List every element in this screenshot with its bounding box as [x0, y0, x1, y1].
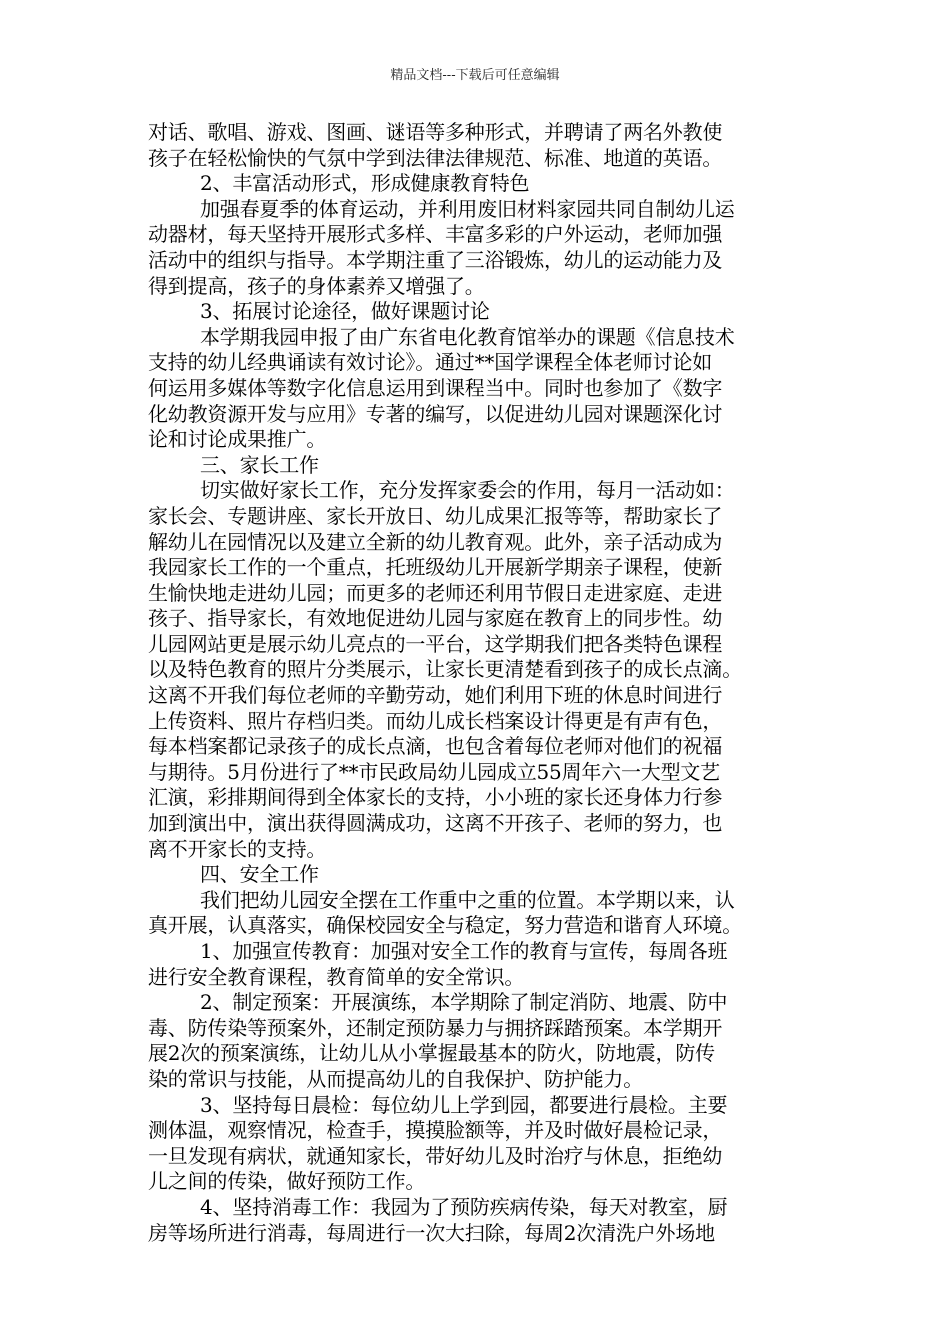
text-line: 孩子、指导家长，有效地促进幼儿园与家庭在教育上的同步性。幼	[148, 606, 723, 631]
text-line: 我们把幼儿园安全摆在工作重中之重的位置。本学期以来，认	[200, 887, 735, 912]
text-line: 论和讨论成果推广。	[148, 427, 327, 452]
text-line: 加到演出中，演出获得圆满成功，这离不开孩子、老师的努力，也	[148, 811, 723, 836]
text-line: 一旦发现有病状，就通知家长，带好幼儿及时治疗与休息，拒绝幼	[148, 1143, 723, 1168]
text-line: 2、制定预案：开展演练，本学期除了制定消防、地震、防中	[200, 990, 728, 1015]
text-line: 三、家长工作	[200, 452, 319, 477]
text-line: 加强春夏季的体育运动，并利用废旧材料家园共同自制幼儿运	[200, 196, 735, 221]
document-body	[148, 120, 804, 1246]
text-line: 儿园网站更是展示幼儿亮点的一平台，这学期我们把各类特色课程	[148, 631, 723, 656]
text-line: 每本档案都记录孩子的成长点滴，也包含着每位老师对他们的祝福	[148, 734, 723, 759]
text-line: 何运用多媒体等数字化信息运用到课程当中。同时也参加了《数字	[148, 375, 723, 400]
text-line: 得到提高，孩子的身体素养又增强了。	[148, 273, 485, 298]
text-line: 支持的幼儿经典诵读有效讨论》。通过**国学课程全体老师讨论如	[148, 350, 712, 375]
text-line: 动器材，每天坚持开展形式多样、丰富多彩的户外运动，老师加强	[148, 222, 723, 247]
text-line: 3、拓展讨论途径，做好课题讨论	[200, 299, 490, 324]
text-line: 染的常识与技能，从而提高幼儿的自我保护、防护能力。	[148, 1066, 643, 1091]
text-line: 生愉快地走进幼儿园；而更多的老师还利用节假日走进家庭、走进	[148, 580, 723, 605]
text-line: 我园家长工作的一个重点，托班级幼儿开展新学期亲子课程，使新	[148, 555, 723, 580]
text-line: 这离不开我们每位老师的辛勤劳动，她们利用下班的休息时间进行	[148, 683, 723, 708]
text-line: 以及特色教育的照片分类展示，让家长更清楚看到孩子的成长点滴。	[148, 657, 742, 682]
text-line: 2、丰富活动形式，形成健康教育特色	[200, 171, 530, 196]
page-header: 精品文档---下载后可任意编辑	[390, 68, 560, 83]
text-line: 展2次的预案演练，让幼儿从小掌握最基本的防火，防地震，防传	[148, 1041, 715, 1066]
text-line: 进行安全教育课程，教育简单的安全常识。	[148, 964, 525, 989]
text-line: 化幼教资源开发与应用》专著的编写，以促进幼儿园对课题深化讨	[148, 401, 723, 426]
text-line: 1、加强宣传教育：加强对安全工作的教育与宣传，每周各班	[200, 939, 728, 963]
text-line: 与期待。5月份进行了**市民政局幼儿园成立55周年六一大型文艺	[148, 759, 720, 784]
text-line: 离不开家长的支持。	[148, 836, 327, 861]
text-line: 3、坚持每日晨检：每位幼儿上学到园，都要进行晨检。主要	[200, 1092, 728, 1117]
text-line: 活动中的组织与指导。本学期注重了三浴锻炼，幼儿的运动能力及	[148, 247, 723, 272]
text-line: 本学期我园申报了由广东省电化教育馆举办的课题《信息技术	[200, 324, 735, 349]
text-line: 上传资料、照片存档归类。而幼儿成长档案设计得更是有声有色，	[148, 708, 723, 733]
text-line: 切实做好家长工作，充分发挥家委会的作用，每月一活动如：	[200, 478, 735, 503]
text-line: 四、安全工作	[200, 862, 319, 887]
text-line: 4、坚持消毒工作：我园为了预防疾病传染，每天对教室，厨	[200, 1194, 728, 1219]
text-line: 儿之间的传染，做好预防工作。	[148, 1169, 426, 1194]
text-line: 解幼儿在园情况以及建立全新的幼儿教育观。此外，亲子活动成为	[148, 529, 723, 554]
text-line: 汇演，彩排期间得到全体家长的支持，小小班的家长还身体力行参	[148, 785, 723, 810]
text-line: 孩子在轻松愉快的气氛中学到法律法律规范、标准、地道的英语。	[148, 145, 723, 170]
text-line: 真开展，认真落实，确保校园安全与稳定，努力营造和谐育人环境。	[148, 913, 742, 938]
text-line: 测体温，观察情况，检查手，摸摸脸额等，并及时做好晨检记录，	[148, 1118, 723, 1143]
text-line: 家长会、专题讲座、家长开放日、幼儿成果汇报等等，帮助家长了	[148, 503, 723, 528]
text-line: 对话、歌唱、游戏、图画、谜语等多种形式，并聘请了两名外教使	[148, 120, 723, 144]
text-line: 房等场所进行消毒，每周进行一次大扫除，每周2次清洗户外场地	[148, 1220, 715, 1245]
text-line: 毒、防传染等预案外，还制定预防暴力与拥挤踩踏预案。本学期开	[148, 1015, 723, 1040]
